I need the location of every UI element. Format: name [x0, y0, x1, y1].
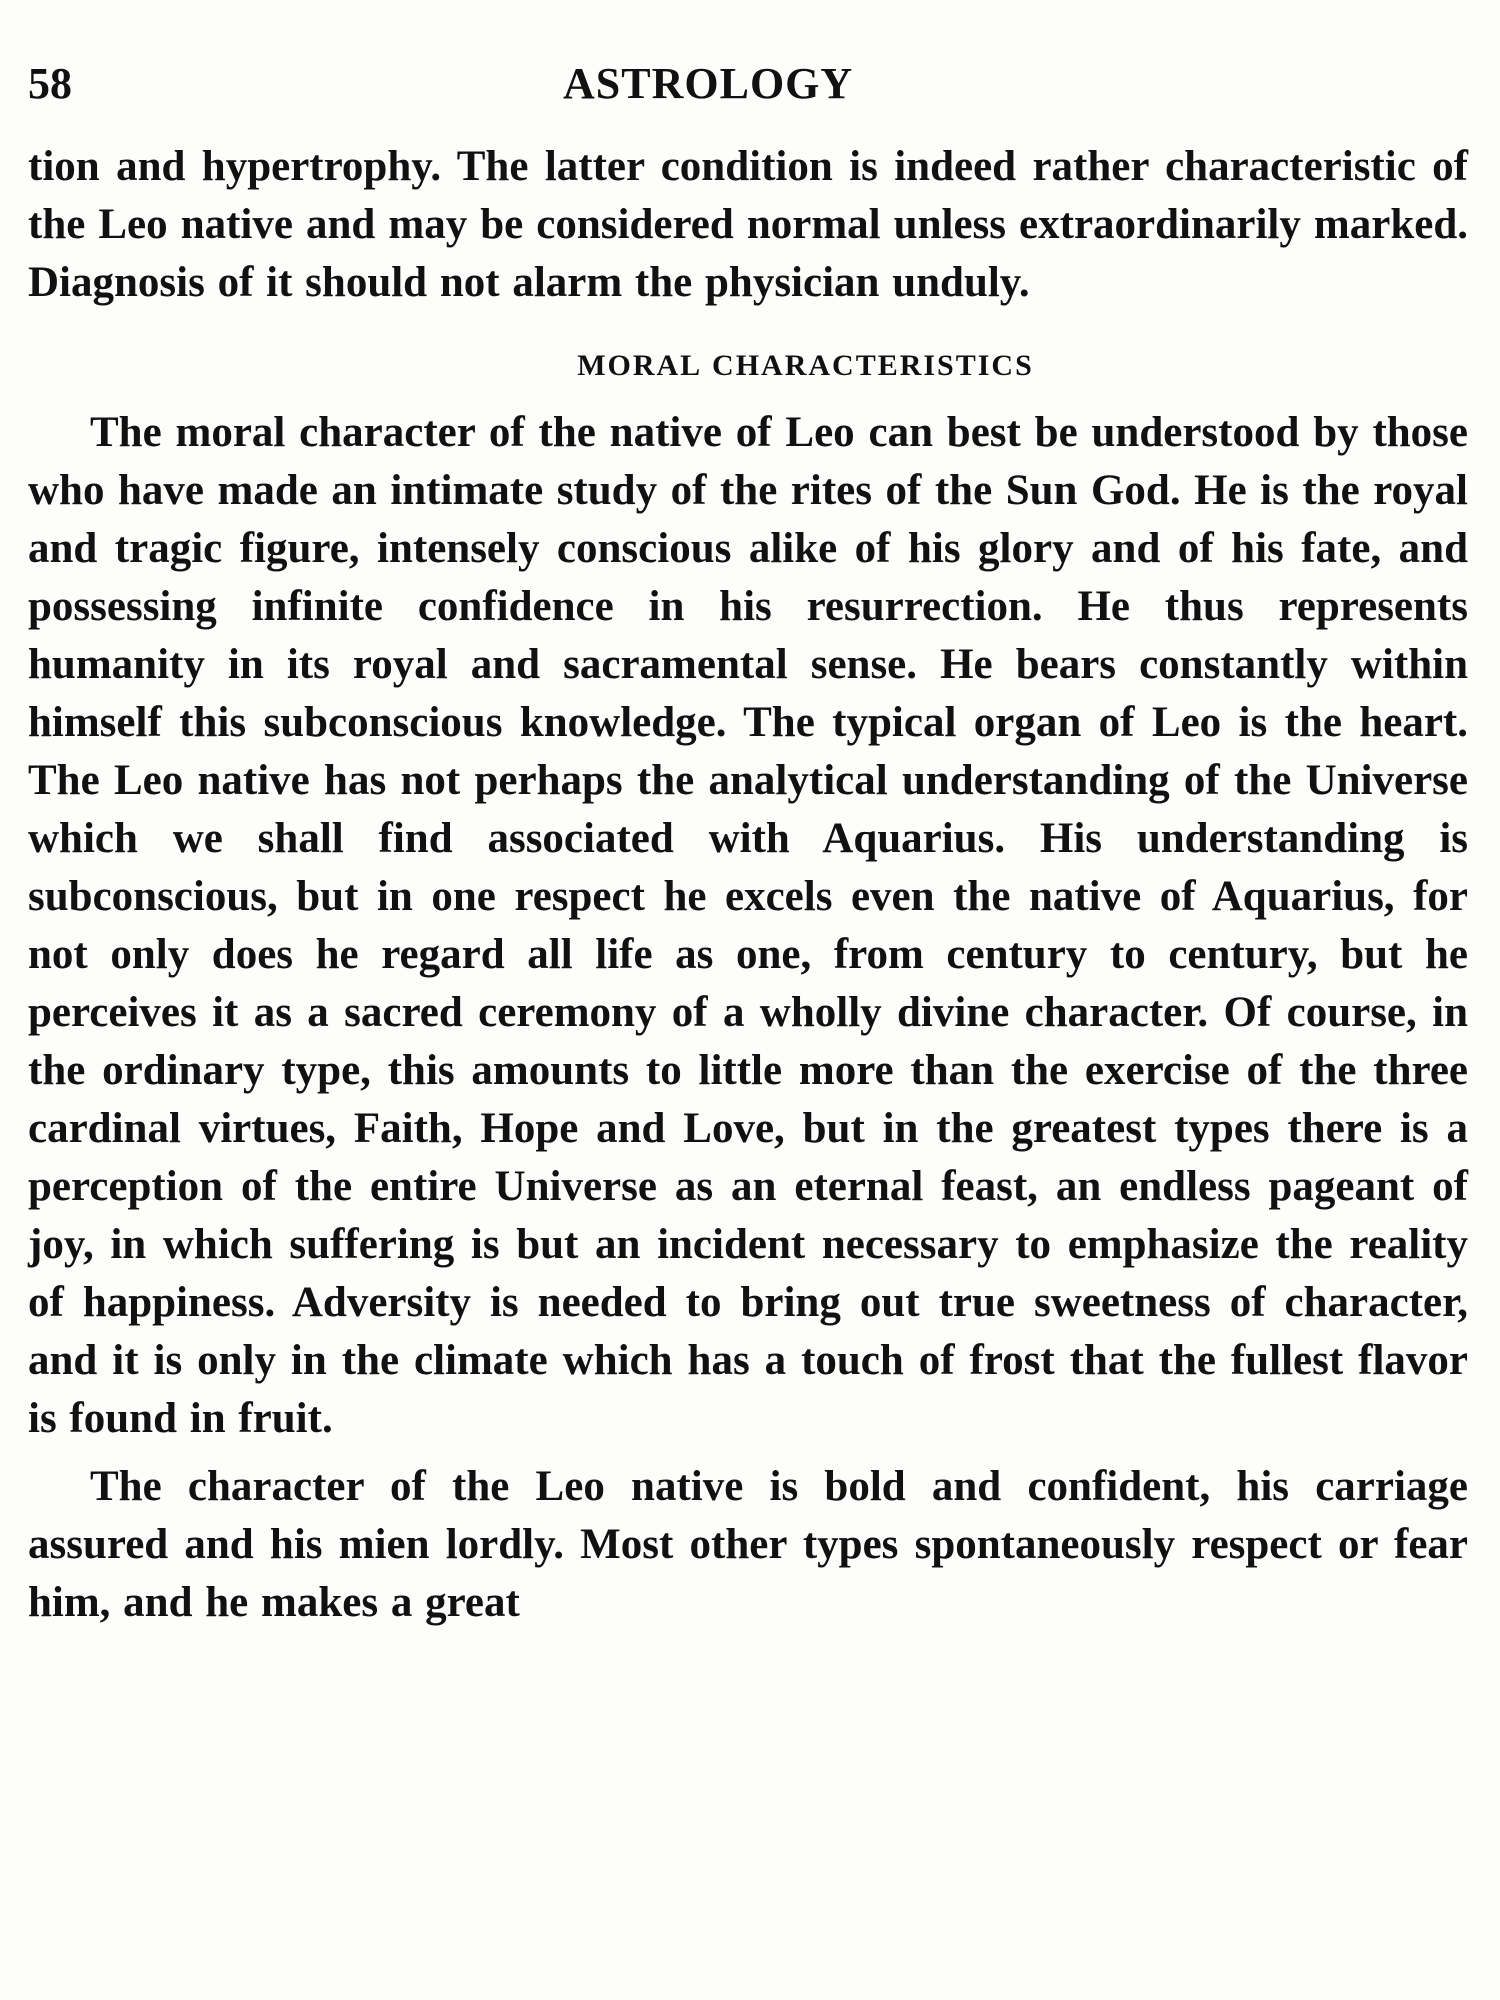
- section-heading-text: MORAL CHARACTERISTICS: [577, 349, 1034, 382]
- opening-paragraph: tion and hypertrophy. The latter condition is indeed rather characteristic of the Leo native and may be considered normal unless extraordinarily marked. Diagnosis of it should not alarm the physician unduly.: [28, 143, 1468, 306]
- running-head: [28, 58, 1468, 128]
- paragraph-leo-character: The character of the Leo native is bold and confident, his carriage assured and his mien lordly. Most other types spontaneously respect or fear him, and he makes a great: [28, 1463, 1468, 1626]
- paragraph-moral-character: The moral character of the native of Leo can best be understood by those who have made an intimate study of the rites of the Sun God. He is the royal and tragic figure, intensely conscious alike of his glory and of his fate, and possessing infinite confidence in his resurrection. He thus represents humanity in its royal and sacramental sense. He bears constantly within himself this subconscious knowledge. The typical organ of Leo is the heart. The Leo native has not perhaps the analytical understanding of the Universe which we shall find associated with Aquarius. His understanding is subconscious, but in one respect he excels even the native of Aquarius, for not only does he regard all life as one, from century to century, but he perceives it as a sacred ceremony of a wholly divine character. Of course, in the ordinary type, this amounts to little more than the exercise of the three cardinal virtues, Faith, Hope and Love, but in the greatest types there is a perception of the entire Universe as an eternal feast, an endless pageant of joy, in which suffering is but an incident necessary to emphasize the reality of happiness. Adversity is needed to bring out true sweetness of character, and it is only in the climate which has a touch of frost that the fullest flavor is found in fruit.: [28, 409, 1468, 1442]
- running-title: ASTROLOGY: [563, 59, 854, 108]
- paragraph-gap: [28, 1448, 1468, 1458]
- body-text: [28, 138, 1468, 1632]
- page-number: 58: [28, 59, 72, 108]
- section-heading: [28, 346, 1468, 386]
